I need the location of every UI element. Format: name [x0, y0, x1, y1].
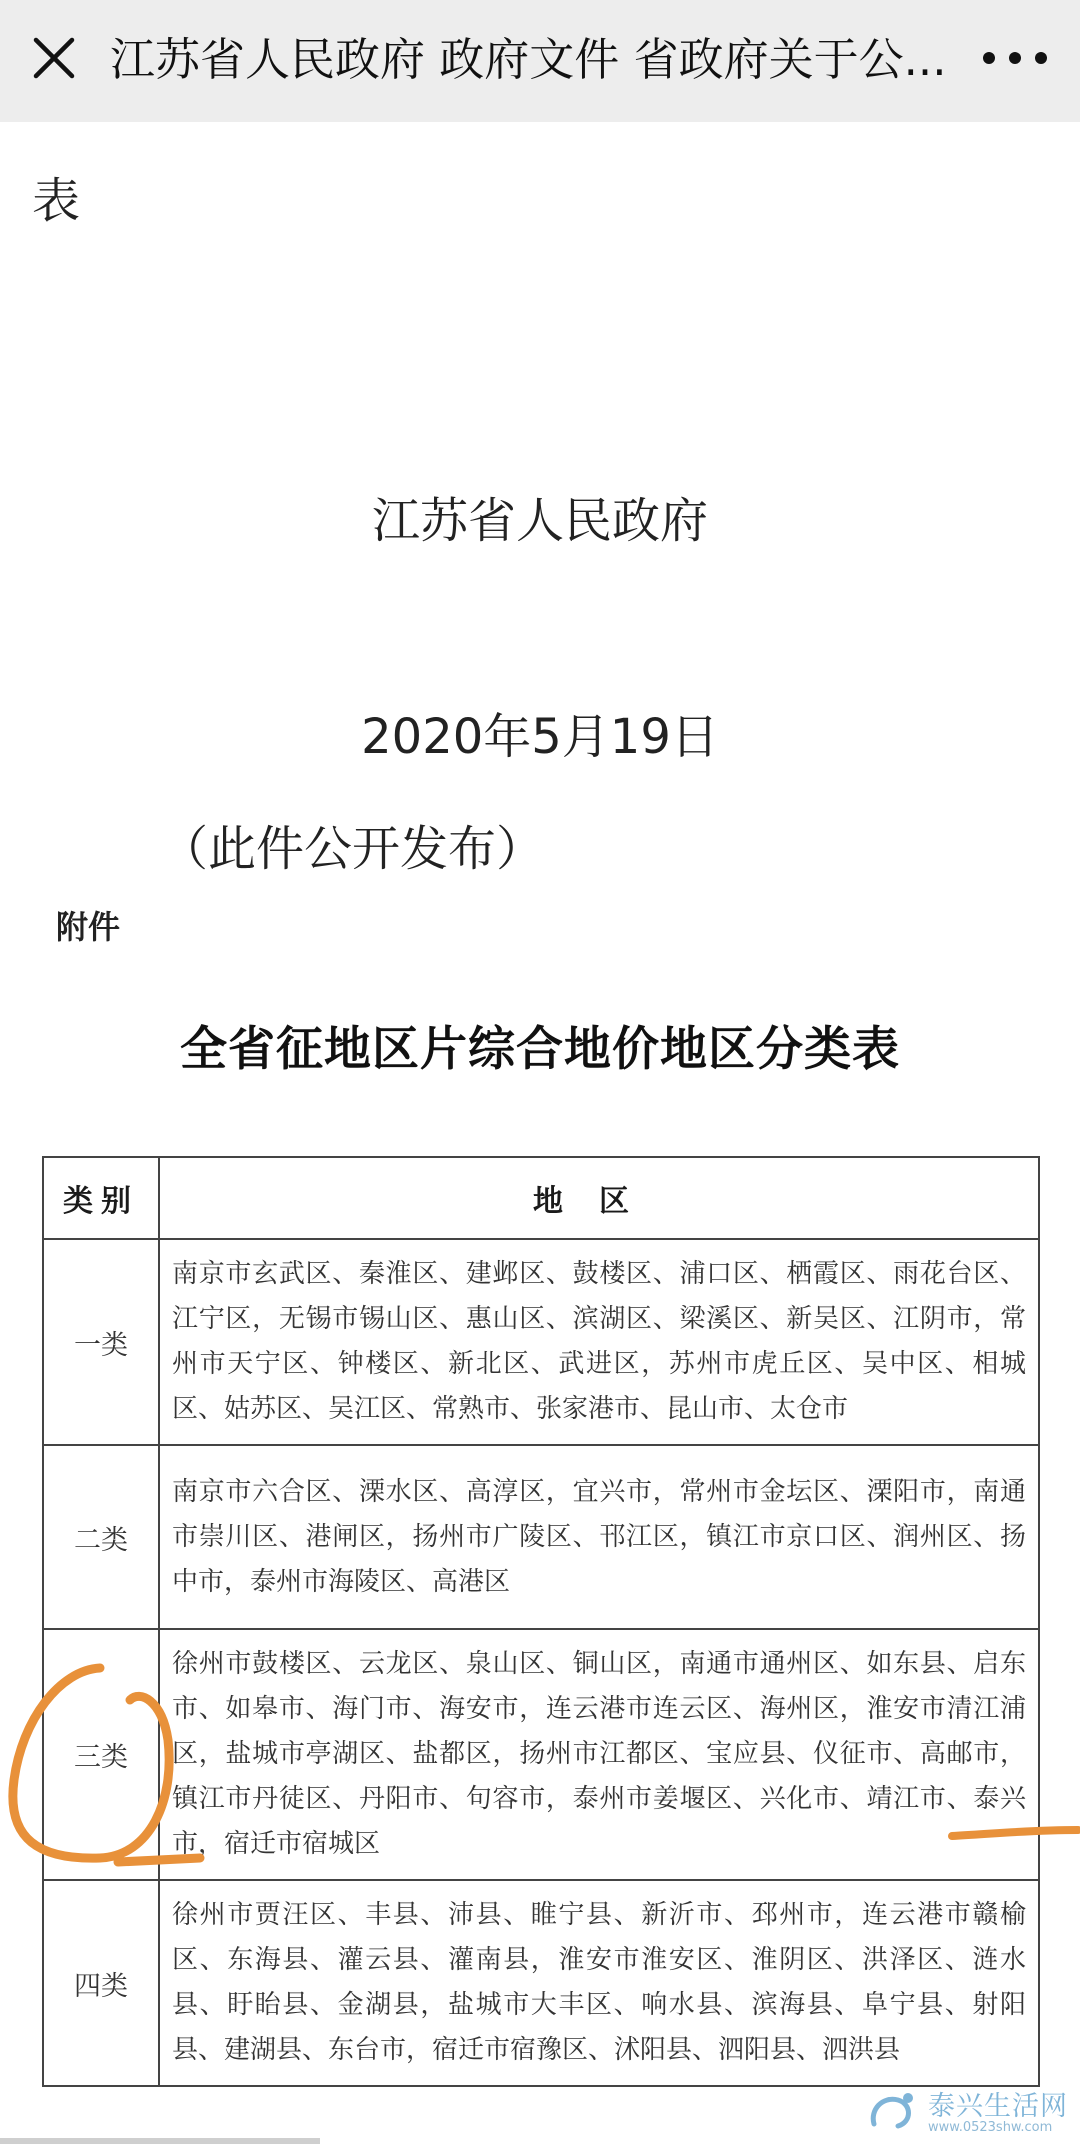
- watermark-url: www.0523shw.com: [928, 2120, 1053, 2135]
- header-regions: 地区: [159, 1157, 1039, 1239]
- regions-cell: 南京市六合区、溧水区、高淳区，宜兴市，常州市金坛区、溧阳市，南通市崇川区、港闸区，扬州市广陵区、邗江区，镇江市京口区、润州区、扬中市，泰州市海陵区、高港区: [159, 1445, 1039, 1629]
- watermark-logo-icon: [868, 2084, 924, 2138]
- table-row: [43, 1445, 1039, 1629]
- document-date: 2020年5月19日: [361, 709, 719, 765]
- regions-cell: 徐州市贾汪区、丰县、沛县、睢宁县、新沂市、邳州市，连云港市赣榆区、东海县、灌云县、灌南县，淮安市淮安区、淮阴区、洪泽区、涟水县、盱眙县、金湖县，盐城市大丰区、响水县、滨海县、阜宁县、射阳县、建湖县、东台市，宿迁市宿豫区、沭阳县、泗阳县、泗洪县: [159, 1880, 1039, 2086]
- table-header-row: [43, 1157, 1039, 1239]
- table-row: [43, 1629, 1039, 1880]
- attachment-label: 附件: [56, 908, 121, 946]
- category-cell: 三类: [43, 1629, 159, 1880]
- header-category: 类别: [43, 1157, 159, 1239]
- top-bar: [0, 0, 1080, 122]
- scroll-indicator: [0, 2138, 320, 2144]
- issuer-name: 江苏省人民政府: [371, 493, 708, 549]
- table-row: [43, 1239, 1039, 1445]
- category-cell: 四类: [43, 1880, 159, 2086]
- page-title: 江苏省人民政府 政府文件 省政府关于公...: [110, 33, 947, 86]
- document-content: [0, 122, 1080, 2152]
- more-options-icon: [975, 34, 1055, 82]
- table-title: 全省征地区片综合地价地区分类表: [180, 1022, 900, 1077]
- publish-note: （此件公开发布）: [160, 821, 545, 877]
- more-options-button[interactable]: [975, 34, 1055, 82]
- classification-table: [42, 1156, 1040, 2087]
- table-row: [43, 1880, 1039, 2086]
- site-watermark: [868, 2084, 1068, 2138]
- close-icon: [30, 34, 78, 82]
- regions-cell: 南京市玄武区、秦淮区、建邺区、鼓楼区、浦口区、栖霞区、雨花台区、江宁区，无锡市锡山区、惠山区、滨湖区、梁溪区、新吴区、江阴市，常州市天宁区、钟楼区、新北区、武进区，苏州市虎丘区、吴中区、相城区、姑苏区、吴江区、常熟市、张家港市、昆山市、太仓市: [159, 1239, 1039, 1445]
- category-cell: 一类: [43, 1239, 159, 1445]
- previous-text-tail: 表: [32, 173, 81, 229]
- regions-cell: 徐州市鼓楼区、云龙区、泉山区、铜山区，南通市通州区、如东县、启东市、如皋市、海门市、海安市，连云港市连云区、海州区，淮安市清江浦区，盐城市亭湖区、盐都区，扬州市江都区、宝应县、仪征市、高邮市，镇江市丹徒区、丹阳市、句容市，泰州市姜堰区、兴化市、靖江市、泰兴市，宿迁市宿城区: [159, 1629, 1039, 1880]
- close-button[interactable]: [30, 34, 78, 82]
- category-cell: 二类: [43, 1445, 159, 1629]
- watermark-name: 泰兴生活网: [928, 2091, 1068, 2122]
